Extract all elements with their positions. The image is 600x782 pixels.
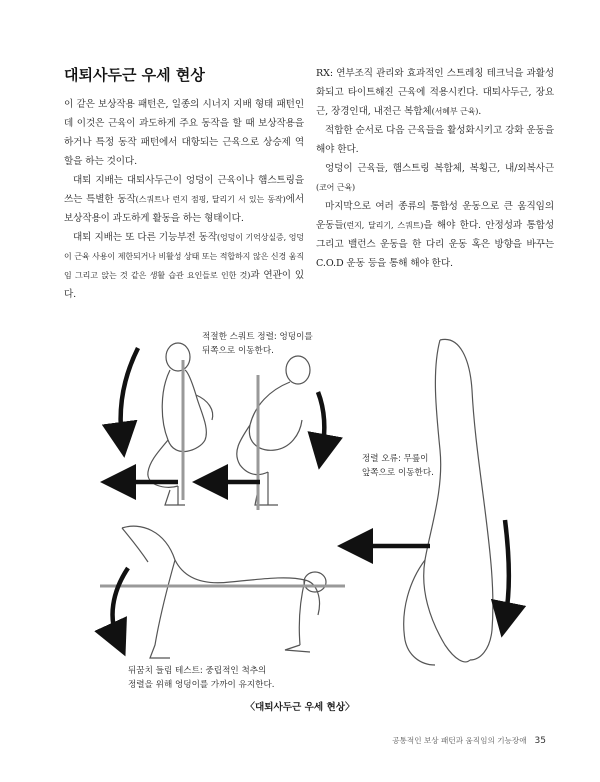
- page-number: 35: [534, 736, 546, 746]
- paragraph-text: 과 연관이 있다.: [64, 270, 304, 300]
- paragraph-text: 대퇴 지배는 또 다른 기능부전 동작: [73, 232, 217, 243]
- arrow-down-icon: [121, 348, 138, 440]
- paragraph-note: (코어 근육): [316, 183, 355, 192]
- paragraph: [316, 121, 554, 159]
- paragraph-text: 을 해야 한다. 안정성과 통합성 그리고 밸런스 운동을 한 다리 운동 혹은 방향을 바꾸는 C.O.D 운동 등을 통해 해야 한다.: [316, 220, 554, 269]
- label-line: 앞쪽으로 이동한다.: [362, 468, 434, 478]
- paragraph: [64, 171, 304, 228]
- label-line: 정렬 오류: 무릎이: [362, 454, 429, 464]
- label-line: 정렬을 위해 엉덩이를 가까이 유지한다.: [128, 680, 275, 690]
- anatomy-illustration: [0, 300, 600, 700]
- figure-illustration: [0, 300, 600, 700]
- paragraph: [64, 228, 304, 304]
- paragraph: [316, 64, 554, 121]
- paragraph-text: 엉덩이 근육들, 햄스트링 복합체, 복횡근, 내/외복사근: [325, 163, 554, 174]
- label-line: 적절한 스쿼트 정렬: 엉덩이를: [202, 332, 313, 342]
- page-title: 대퇴사두근 우세 현상: [64, 66, 205, 84]
- label-line: 뒤꿈치 들림 테스트: 중립적인 척추의: [128, 666, 267, 676]
- right-column: [316, 64, 554, 273]
- label-line: 뒤쪽으로 이동한다.: [202, 346, 274, 356]
- figure-label-heel: [128, 664, 274, 692]
- paragraph-text: 대퇴 지배는 대퇴사두근이 엉덩이 근육이나 햄스트링을 쓰는 특별한 동작: [64, 175, 304, 205]
- paragraph: [64, 95, 304, 171]
- paragraph-text: RX: 연부조직 관리와 효과적인 스트레칭 테크닉을 과활성화되고 타이트해진 근육에 적용시킨다. 대퇴사두근, 장요근, 장경인대, 내전근 복합체: [316, 68, 554, 117]
- paragraph-text: 적합한 순서로 다음 근육들을 활성화시키고 강화 운동을 해야 한다.: [316, 125, 554, 155]
- footer-title: 공통적인 보상 패턴과 움직임의 기능장애: [392, 736, 527, 745]
- paragraph-text: 이 같은 보상작용 패턴은, 일종의 시너지 지배 형태 패턴인데 이것은 근육이 과도하게 주요 동작을 할 때 보상작용을 하거나 특정 동작 패턴에서 대항되는 근육으로 상승제 역할을 하는 것이다.: [64, 99, 304, 167]
- page-footer: [392, 735, 546, 746]
- figure-caption: 〈대퇴사두근 우세 현상〉: [245, 702, 355, 713]
- arrow-down-icon: [505, 520, 509, 620]
- paragraph-note: (스쿼트나 런지 점핑, 달리기 서 있는 동작): [135, 195, 286, 204]
- standing-leg-figure: [404, 339, 493, 665]
- paragraph: [316, 197, 554, 273]
- figure-label-squat: [202, 330, 313, 358]
- direction-arrows: [113, 348, 509, 640]
- figure-label-error: [362, 452, 434, 480]
- paragraph-note: (런지, 달리기, 스쿼트): [343, 221, 424, 230]
- arrow-down-icon: [113, 568, 128, 640]
- paragraph-text: .: [478, 106, 482, 117]
- paragraph-note: (엉덩이 기억상실증, 엉덩이 근육 사용이 제한되거나 비활성 상태 또는 적합하지 않은 신경 움직임 그리고 앉는 것 같은 생활 습관 요인들로 인한 것): [64, 233, 304, 280]
- paragraph-text: 마지막으로 여러 종류의 통합성 운동으로 큰 움직임의 운동들: [316, 201, 554, 231]
- left-column: [64, 95, 304, 304]
- paragraph-note: (서혜부 근육): [431, 107, 479, 116]
- paragraph-text: 에서 보상작용이 과도하게 활동을 하는 형태이다.: [64, 194, 304, 224]
- plank-figure: [122, 526, 326, 658]
- arrow-down-icon: [318, 392, 324, 452]
- paragraph: [316, 159, 554, 197]
